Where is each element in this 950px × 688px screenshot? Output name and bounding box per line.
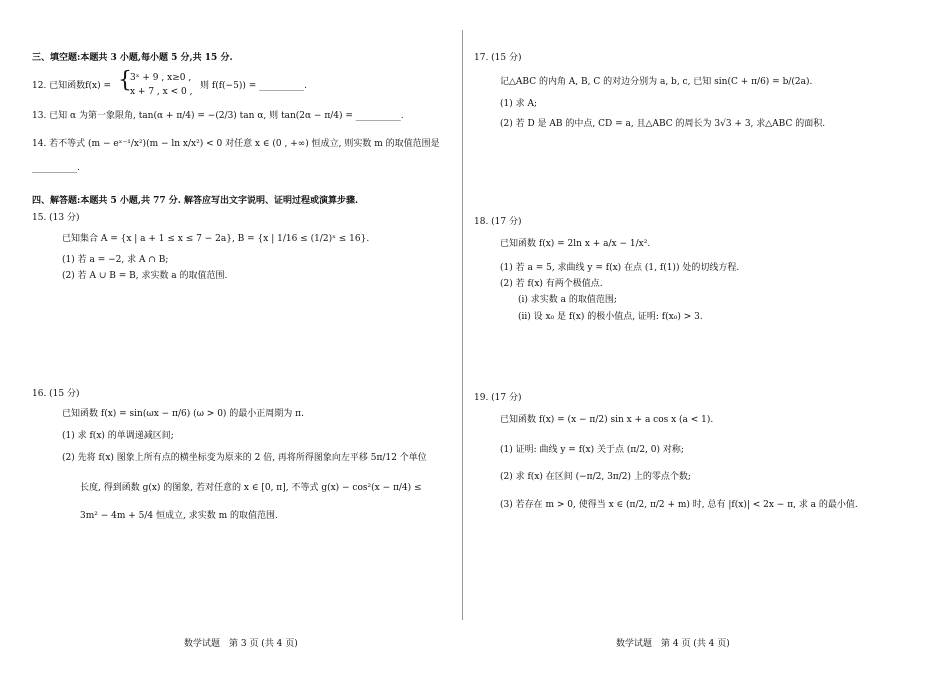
q18-part-2-ii: (ⅱ) 设 x₀ 是 f(x) 的极小值点, 证明: f(x₀) > 3. (518, 312, 703, 322)
fill-in-section-header: 三、填空题:本题共 3 小题,每小题 5 分,共 15 分. (32, 53, 233, 63)
q19-stem: 已知函数 f(x) = (x − π/2) sin x + a cos x (a < 1). (500, 415, 714, 425)
q15-stem: 已知集合 A = {x | a + 1 ≤ x ≤ 7 − 2a}, B = {x | 1/16 ≤ (1/2)ˣ ≤ 16}. (62, 234, 370, 244)
q19-title: 19. (17 分) (474, 393, 522, 403)
q17-part-2: (2) 若 D 是 AB 的中点, CD = a, 且△ABC 的周长为 3√3 + 3, 求△ABC 的面积. (500, 119, 826, 129)
q12-question: 则 f(f(−5)) = __________. (200, 81, 307, 91)
q19-part-1: (1) 证明: 曲线 y = f(x) 关于点 (π/2, 0) 对称; (500, 445, 684, 455)
q16-title: 16. (15 分) (32, 389, 80, 399)
q15-part-2: (2) 若 A ∪ B = B, 求实数 a 的取值范围. (62, 271, 228, 281)
q18-part-1: (1) 若 a = 5, 求曲线 y = f(x) 在点 (1, f(1)) 处的切线方程. (500, 263, 740, 273)
q15-part-1: (1) 若 a = −2, 求 A ∩ B; (62, 255, 169, 265)
q19-part-3: (3) 若存在 m > 0, 使得当 x ∈ (π/2, π/2 + m) 时, 总有 |f(x)| < 2x − π, 求 a 的最小值. (500, 500, 858, 510)
q19-part-2: (2) 求 f(x) 在区间 (−π/2, 3π/2) 上的零点个数; (500, 472, 691, 482)
q12-stem: 12. 已知函数f(x) = (32, 81, 112, 91)
q16-part-1: (1) 求 f(x) 的单调递减区间; (62, 431, 174, 441)
q15-title: 15. (13 分) (32, 213, 80, 223)
solve-section-header: 四、解答题:本题共 5 小题,共 77 分. 解答应写出文字说明、证明过程或演算步骤. (32, 196, 359, 206)
q12-brace: { (118, 68, 132, 93)
q16-part-2-line-1: (2) 先将 f(x) 图象上所有点的横坐标变为原来的 2 倍, 再将所得图象向左平移 5π/12 个单位 (62, 453, 427, 463)
page-divider (462, 30, 463, 620)
q16-part-2-line-3: 3m² − 4m + 5/4 恒成立, 求实数 m 的取值范围. (80, 511, 278, 521)
q17-part-1: (1) 求 A; (500, 99, 538, 109)
q17-title: 17. (15 分) (474, 53, 522, 63)
q16-stem: 已知函数 f(x) = sin(ωx − π/6) (ω > 0) 的最小正周期为 π. (62, 409, 304, 419)
q18-title: 18. (17 分) (474, 217, 522, 227)
q16-part-2-line-2: 长度, 得到函数 g(x) 的图象, 若对任意的 x ∈ [0, π], 不等式 g(x) − cos²(x − π/4) ≤ (80, 483, 422, 493)
q12-case-2: x + 7 , x < 0 , (130, 87, 193, 97)
q14-line-1: 14. 若不等式 (m − eˣ⁻¹/x²)(m − ln x/x²) < 0 对任意 x ∈ (0 , +∞) 恒成立, 则实数 m 的取值范围是 (32, 139, 440, 149)
q12-case-1: 3ˣ + 9 , x≥0 , (130, 73, 192, 83)
q18-part-2: (2) 若 f(x) 有两个极值点. (500, 279, 603, 289)
q14-line-2: __________. (32, 163, 80, 173)
q13: 13. 已知 α 为第一象限角, tan(α + π/4) = −(2/3) tan α, 则 tan(2α − π/4) = __________. (32, 111, 404, 121)
q18-part-2-i: (ⅰ) 求实数 a 的取值范围; (518, 295, 617, 305)
q18-stem: 已知函数 f(x) = 2ln x + a/x − 1/x². (500, 239, 651, 249)
page-footer-left: 数学试题 第 3 页 (共 4 页) (184, 639, 298, 649)
page-footer-right: 数学试题 第 4 页 (共 4 页) (616, 639, 730, 649)
q17-stem: 记△ABC 的内角 A, B, C 的对边分别为 a, b, c, 已知 sin(C + π/6) = b/(2a). (500, 77, 813, 87)
